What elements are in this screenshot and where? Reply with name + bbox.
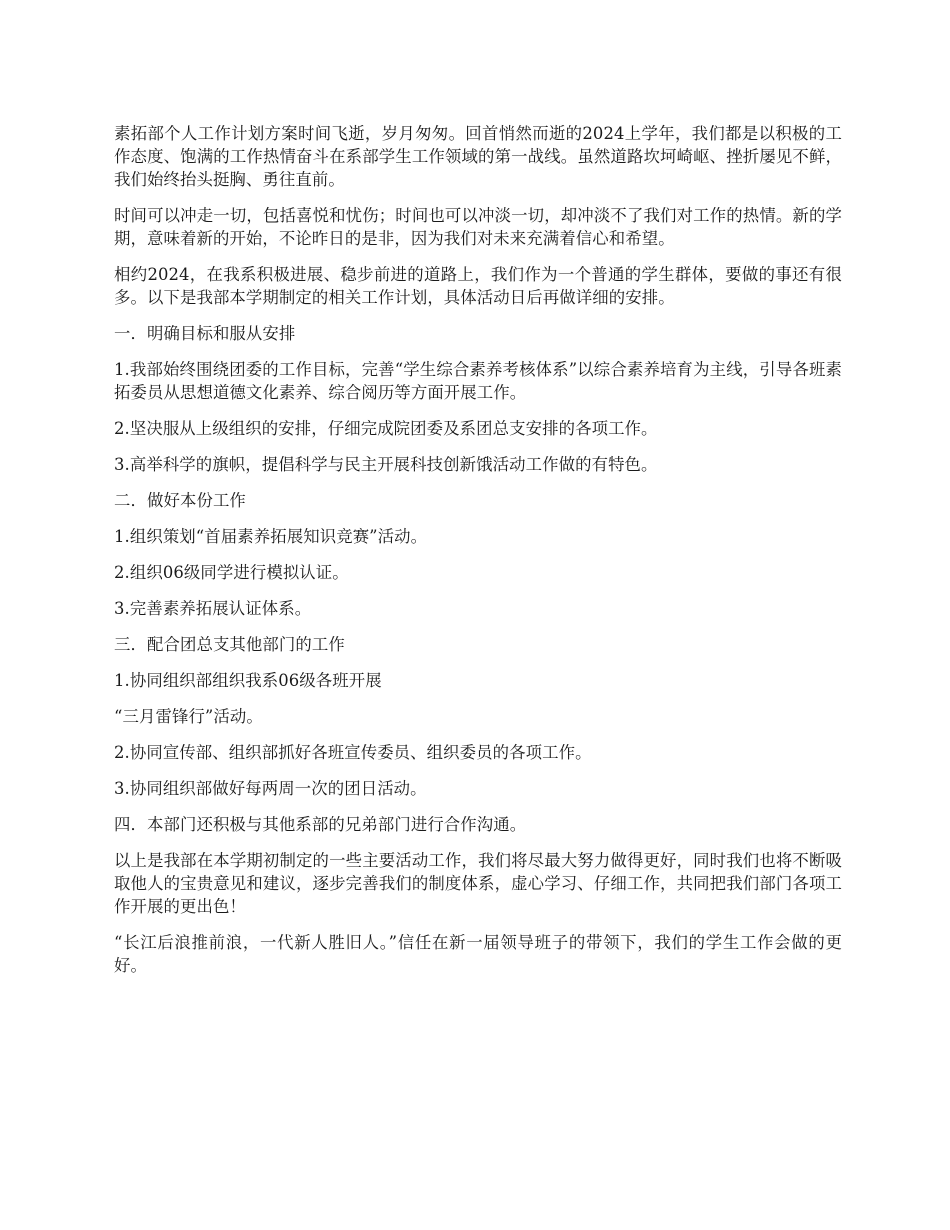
list-item: 2.坚决服从上级组织的安排，仔细完成院团委及系团总支安排的各项工作。	[114, 419, 658, 438]
closing-paragraph: “长江后浪推前浪，一代新人胜旧人。”信任在新一届领导班子的带领下，我们的学生工作会做的更好。	[114, 933, 842, 975]
list-item: 2.组织06级同学进行模拟认证。	[114, 563, 349, 582]
list-item: 1.我部始终围绕团委的工作目标，完善“学生综合素养考核体系”以综合素养培育为主线，引导各班素拓委员从思想道德文化素养、综合阅历等方面开展工作。	[114, 360, 842, 402]
intro-paragraph: 素拓部个人工作计划方案时间飞逝，岁月匆匆。回首悄然而逝的2024上学年，我们都是以积极的工作态度、饱满的工作热情奋斗在系部学生工作领域的第一战线。虽然道路坎坷崎岖、挫折屡见不鲜，我们始终抬头挺胸、勇往直前。	[114, 124, 842, 189]
section-heading-4: 四．本部门还积极与其他系部的兄弟部门进行合作沟通。	[114, 815, 527, 834]
summary-paragraph: 以上是我部在本学期初制定的一些主要活动工作，我们将尽最大努力做得更好，同时我们也将不断吸取他人的宝贵意见和建议，逐步完善我们的制度体系，虚心学习、仔细工作，共同把我们部门各项工作开展的更出色！	[114, 851, 842, 916]
document-page	[114, 122, 842, 990]
list-item: 2.协同宣传部、组织部抓好各班宣传委员、组织委员的各项工作。	[114, 743, 592, 762]
plan-intro-paragraph: 相约2024，在我系积极进展、稳步前进的道路上，我们作为一个普通的学生群体，要做的事还有很多。以下是我部本学期制定的相关工作计划，具体活动日后再做详细的安排。	[114, 265, 842, 307]
section-heading-2: 二．做好本份工作	[114, 491, 246, 510]
list-item: 1.组织策划“首届素养拓展知识竞赛”活动。	[114, 527, 428, 546]
list-item: 3.协同组织部做好每两周一次的团日活动。	[114, 779, 427, 798]
section-heading-3: 三．配合团总支其他部门的工作	[114, 635, 345, 654]
list-item: 3.完善素养拓展认证体系。	[114, 599, 312, 618]
time-paragraph: 时间可以冲走一切，包括喜悦和忧伤；时间也可以冲淡一切，却冲淡不了我们对工作的热情。新的学期，意味着新的开始，不论昨日的是非，因为我们对未来充满着信心和希望。	[114, 206, 842, 248]
list-item: 1.协同组织部组织我系06级各班开展	[114, 671, 382, 690]
section-heading-1: 一．明确目标和服从安排	[114, 324, 296, 343]
list-item: 3.高举科学的旗帜，提倡科学与民主开展科技创新饿活动工作做的有特色。	[114, 455, 658, 474]
list-item-continuation: “三月雷锋行”活动。	[114, 707, 263, 726]
